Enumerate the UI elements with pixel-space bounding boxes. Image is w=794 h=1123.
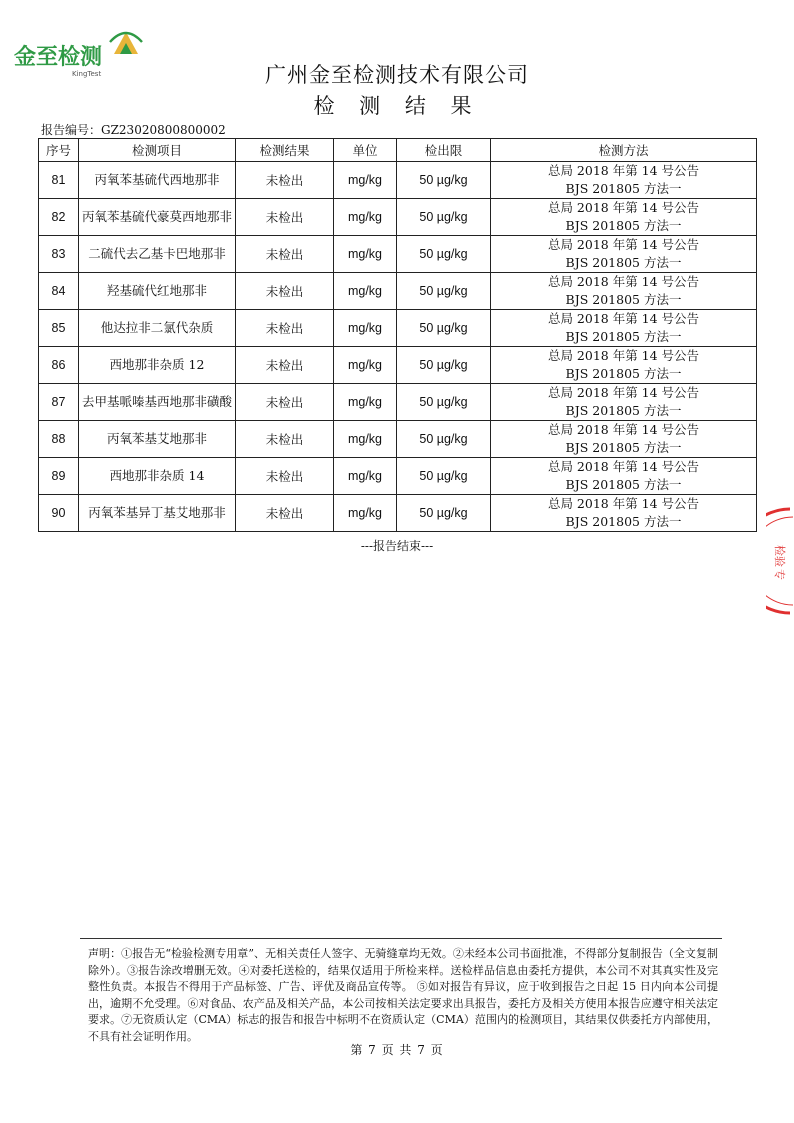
svg-text:检验: 检验 (773, 545, 786, 567)
row-lod: 50 µg/kg (397, 384, 491, 421)
row-method (491, 458, 757, 495)
table-row (39, 199, 757, 236)
method-line-1: 总局 2018 年第 14 号公告 (547, 422, 700, 437)
results-table (38, 138, 757, 532)
row-method (491, 421, 757, 458)
page-number: 第 7 页 共 7 页 (350, 1043, 444, 1057)
method-line-2: BJS 201805 方法一 (565, 366, 682, 381)
row-unit: mg/kg (334, 458, 397, 495)
row-no: 81 (39, 162, 79, 199)
row-no: 87 (39, 384, 79, 421)
table-header-row (39, 139, 757, 162)
method-line-1: 总局 2018 年第 14 号公告 (547, 311, 700, 326)
row-result: 未检出 (236, 310, 334, 347)
method-line-1: 总局 2018 年第 14 号公告 (547, 200, 700, 215)
row-lod: 50 µg/kg (397, 421, 491, 458)
table-row (39, 347, 757, 384)
column-header-lod: 检出限 (397, 139, 491, 162)
row-method (491, 273, 757, 310)
row-result: 未检出 (236, 495, 334, 532)
method-line-1: 总局 2018 年第 14 号公告 (547, 496, 700, 511)
row-result: 未检出 (236, 458, 334, 495)
row-lod: 50 µg/kg (397, 347, 491, 384)
disclaimer-text: 声明：①报告无“检验检测专用章”、无相关责任人签字、无骑缝章均无效。②未经本公司书面批准，不得部分复制报告（全文复制除外）。③报告涂改增删无效。④对委托送检的，结果仅适用于所检来样。送检样品信息由委托方提供，本公司不对其真实性及完整性负责。本报告不得用于产品标签、广告、评优及商品宣传等。 ⑤如对报告有异议，应于收到报告之日起 15 日内向本公司提出，逾期不允受理。⑥对食品、农产品及相关产品，本公司按相关法定要求出具报告，委托方及相关方使用本报告应遵守相关法定要求。⑦无资质认定（CMA）标志的报告和报告中标明不在资质认定（CMA）范围内的检测项目，其结果仅供委托方内部使用，不具有社会证明作用。 (88, 947, 718, 1043)
row-no: 89 (39, 458, 79, 495)
table-row (39, 458, 757, 495)
row-method (491, 495, 757, 532)
table-row (39, 495, 757, 532)
method-line-2: BJS 201805 方法一 (565, 477, 682, 492)
row-item: 西地那非杂质 14 (79, 458, 236, 495)
method-line-1: 总局 2018 年第 14 号公告 (547, 274, 700, 289)
method-line-1: 总局 2018 年第 14 号公告 (547, 348, 700, 363)
method-line-1: 总局 2018 年第 14 号公告 (547, 237, 700, 252)
method-line-2: BJS 201805 方法一 (565, 403, 682, 418)
row-item: 羟基硫代红地那非 (79, 273, 236, 310)
method-line-2: BJS 201805 方法一 (565, 181, 682, 196)
method-line-2: BJS 201805 方法一 (565, 514, 682, 529)
row-unit: mg/kg (334, 495, 397, 532)
method-line-2: BJS 201805 方法一 (565, 255, 682, 270)
row-unit: mg/kg (334, 236, 397, 273)
row-item: 他达拉非二氯代杂质 (79, 310, 236, 347)
row-unit: mg/kg (334, 384, 397, 421)
method-line-2: BJS 201805 方法一 (565, 292, 682, 307)
row-result: 未检出 (236, 273, 334, 310)
row-lod: 50 µg/kg (397, 273, 491, 310)
row-method (491, 384, 757, 421)
table-row (39, 273, 757, 310)
row-no: 86 (39, 347, 79, 384)
column-header-unit: 单位 (334, 139, 397, 162)
method-line-2: BJS 201805 方法一 (565, 218, 682, 233)
row-result: 未检出 (236, 347, 334, 384)
row-lod: 50 µg/kg (397, 458, 491, 495)
row-lod: 50 µg/kg (397, 495, 491, 532)
row-result: 未检出 (236, 384, 334, 421)
row-result: 未检出 (236, 421, 334, 458)
table-row (39, 421, 757, 458)
row-no: 88 (39, 421, 79, 458)
column-header-method: 检测方法 (491, 139, 757, 162)
row-method (491, 236, 757, 273)
method-line-1: 总局 2018 年第 14 号公告 (547, 459, 700, 474)
column-header-result: 检测结果 (236, 139, 334, 162)
row-item: 西地那非杂质 12 (79, 347, 236, 384)
row-result: 未检出 (236, 236, 334, 273)
row-result: 未检出 (236, 199, 334, 236)
row-item: 丙氧苯基艾地那非 (79, 421, 236, 458)
row-result: 未检出 (236, 162, 334, 199)
method-line-1: 总局 2018 年第 14 号公告 (547, 163, 700, 178)
row-unit: mg/kg (334, 273, 397, 310)
svg-text:专: 专 (773, 569, 786, 580)
logo-text: 金至检测 (14, 45, 103, 70)
table-row (39, 162, 757, 199)
row-no: 83 (39, 236, 79, 273)
company-name: 广州金至检测技术有限公司 (265, 63, 529, 87)
row-method (491, 199, 757, 236)
method-line-2: BJS 201805 方法一 (565, 329, 682, 344)
row-item: 丙氧苯基硫代西地那非 (79, 162, 236, 199)
row-item: 丙氧苯基异丁基艾地那非 (79, 495, 236, 532)
row-unit: mg/kg (334, 421, 397, 458)
logo-subtext: KingTest (72, 70, 102, 78)
report-end-mark: ---报告结束--- (360, 539, 434, 553)
row-lod: 50 µg/kg (397, 310, 491, 347)
row-lod: 50 µg/kg (397, 236, 491, 273)
logo-mark-icon (108, 28, 144, 58)
red-seal-stamp-icon (766, 505, 794, 617)
row-method (491, 162, 757, 199)
column-header-item: 检测项目 (79, 139, 236, 162)
row-method (491, 310, 757, 347)
row-unit: mg/kg (334, 310, 397, 347)
table-row (39, 236, 757, 273)
row-unit: mg/kg (334, 199, 397, 236)
table-row (39, 384, 757, 421)
row-unit: mg/kg (334, 347, 397, 384)
row-no: 84 (39, 273, 79, 310)
row-item: 丙氧苯基硫代豪莫西地那非 (79, 199, 236, 236)
row-lod: 50 µg/kg (397, 162, 491, 199)
row-item: 二硫代去乙基卡巴地那非 (79, 236, 236, 273)
method-line-2: BJS 201805 方法一 (565, 440, 682, 455)
row-no: 90 (39, 495, 79, 532)
row-item: 去甲基哌嗪基西地那非磺酸 (79, 384, 236, 421)
row-unit: mg/kg (334, 162, 397, 199)
row-method (491, 347, 757, 384)
table-row (39, 310, 757, 347)
report-number: 报告编号：GZ23020800800002 (41, 123, 226, 137)
row-lod: 50 µg/kg (397, 199, 491, 236)
method-line-1: 总局 2018 年第 14 号公告 (547, 385, 700, 400)
document-title: 检 测 结 果 (313, 94, 481, 118)
footer-divider (80, 938, 722, 939)
row-no: 82 (39, 199, 79, 236)
row-no: 85 (39, 310, 79, 347)
column-header-no: 序号 (39, 139, 79, 162)
